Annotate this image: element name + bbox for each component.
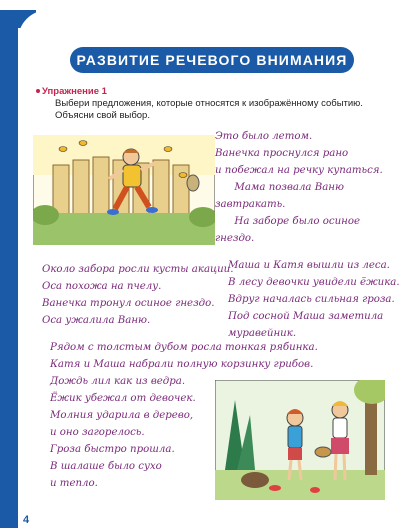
story-mid-left: Около забора росли кусты акации. Оса похожа на пчелу. Ванечка тронул осиное гнездо. Оса ужалила Ваню. [42, 264, 234, 326]
page-border-corner [18, 10, 48, 40]
story-top-right: Это было летом. Ванечка проснулся рано и побежал на речку купаться. Мама позвала Ваню завтракать. На заборе было осиное гнездо. [215, 131, 383, 244]
section-title: РАЗВИТИЕ РЕЧЕВОГО ВНИМАНИЯ [70, 47, 354, 73]
page-border-top [0, 0, 416, 10]
page-border-left [0, 0, 18, 528]
exercise-title: Упражнение 1 [42, 86, 107, 97]
boy-fence-illustration [33, 135, 215, 245]
girls-forest-illustration [215, 380, 385, 500]
story-mid-right: Маша и Катя вышли из леса. В лесу девочки увидели ёжика. Вдруг началась сильная гроза. Под сосной Маша заметила муравейник. [228, 260, 400, 339]
exercise-instruction: Выбери предложения, которые относятся к изображённому событию. Объясни свой выбор. [55, 98, 363, 121]
story-bottom-left: Рядом с толстым дубом росла тонкая рябинка. Катя и Маша набрали полную корзинку грибов. Дождь лил как из ведра. Ёжик убежал от девочек. Молния ударила в дерево, и оно загорелось. Гроза быстро прошла. В шалаше было сухо и тепло. [50, 342, 318, 489]
exercise-bullet [36, 89, 40, 93]
page-number: 4 [18, 512, 34, 528]
